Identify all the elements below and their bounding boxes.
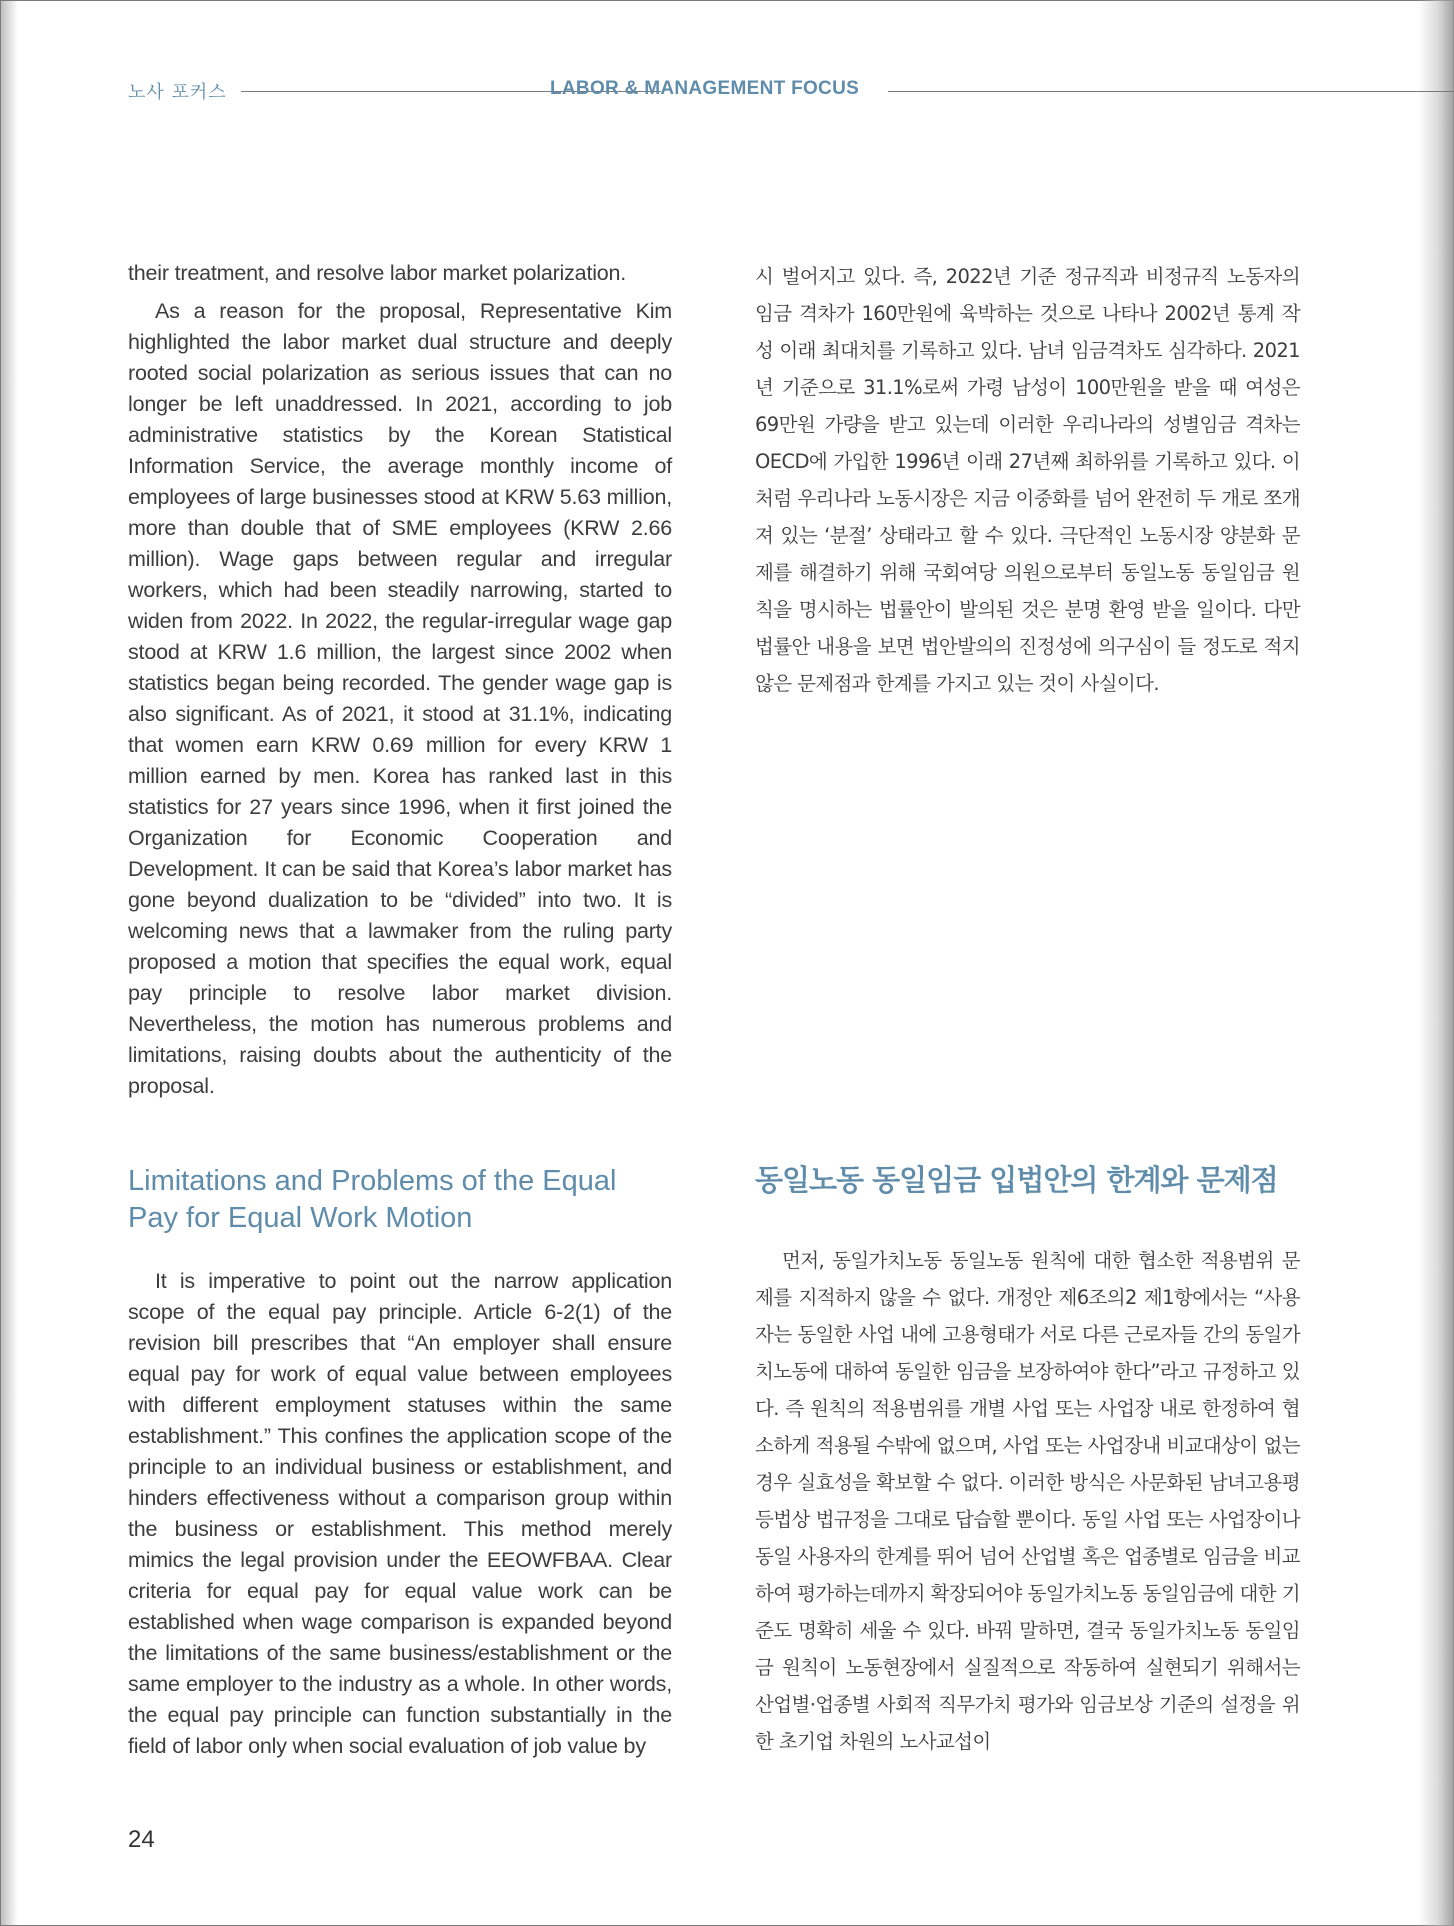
top-right-column <box>755 258 1300 702</box>
paragraph-application-scope-kr: 먼저, 동일가치노동 동일노동 원칙에 대한 협소한 적용범위 문제를 지적하지 않을 수 없다. 개정안 제6조의2 제1항에서는 “사용자는 동일한 사업 내에 고용형태가 서로 다른 근로자들 간의 동일가치노동에 대하여 동일한 임금을 보장하여야 한다”라고 규정하고 있다. 즉 원칙의 적용범위를 개별 사업 또는 사업장 내로 한정하여 협소하게 적용될 수밖에 없으며, 사업 또는 사업장내 비교대상이 없는 경우 실효성을 확보할 수 없다. 이러한 방식은 사문화된 남녀고용평등법상 법규정을 그대로 답습할 뿐이다. 동일 사업 또는 사업장이나 동일 사용자의 한계를 뛰어 넘어 산업별 혹은 업종별로 임금을 비교하여 평가하는데까지 확장되어야 동일가치노동 동일임금에 대한 기준도 명확히 세울 수 있다. 바꿔 말하면, 결국 동일가치노동 동일임금 원칙이 노동현장에서 실질적으로 작동하여 실현되기 위해서는 산업별·업종별 사회적 직무가치 평가와 임금보상 기준의 설정을 위한 초기업 차원의 노사교섭이 <box>755 1249 1300 1753</box>
paragraph-continuation-kr: 시 벌어지고 있다. 즉, 2022년 기준 정규직과 비정규직 노동자의 임금 격차가 160만원에 육박하는 것으로 나타나 2002년 통계 작성 이래 최대치를 기록하고 있다. 남녀 임금격차도 심각하다. 2021년 기준으로 31.1%로써 가령 남성이 100만원을 받을 때 여성은 69만원 가량을 받고 있는데 이러한 우리나라의 성별임금 격차는 OECD에 가입한 1996년 이래 27년째 최하위를 기록하고 있다. 이처럼 우리나라 노동시장은 지금 이중화를 넘어 완전히 두 개로 쪼개져 있는 ‘분절’ 상태라고 할 수 있다. 극단적인 노동시장 양분화 문제를 해결하기 위해 국회여당 의원으로부터 동일노동 동일임금 원칙을 명시하는 법률안이 발의된 것은 분명 환영 받을 일이다. 다만 법률안 내용을 보면 법안발의의 진정성에 의구심이 들 정도로 적지 않은 문제점과 한계를 가지고 있는 것이 사실이다. <box>755 265 1300 695</box>
header-section-kr: 노사 포커스 <box>128 82 227 103</box>
header-section-en: LABOR & MANAGEMENT FOCUS <box>550 78 860 99</box>
page-edge-shadow <box>1418 0 1454 1926</box>
paragraph-continuation-en: their treatment, and resolve labor market polarization. <box>128 261 627 285</box>
section-heading-en: Limitations and Problems of the Equal Pay for Equal Work Motion <box>128 1165 617 1234</box>
bottom-left-column <box>128 1266 672 1762</box>
paragraph-application-scope-en: It is imperative to point out the narrow application scope of the equal pay principle. Article 6-2(1) of the revision bill prescribes that “An employer shall ensure equal pay for work of equal value between employees with different employment statuses within the same establishment.” This confines the application scope of the principle to an individual business or establishment, and hinders effectiveness without a comparison group within the business or establishment. This method merely mimics the legal provision under the EEOWFBAA. Clear criteria for equal pay for equal value work can be established when wage comparison is expanded beyond the limitations of the same business/establishment or the same employer to the industry as a whole. In other words, the equal pay principle can function substantially in the field of labor only when social evaluation of job value by <box>128 1269 672 1758</box>
running-header <box>128 78 1454 104</box>
paragraph-proposal-reason-en: As a reason for the proposal, Representative Kim highlighted the labor market dual structure and deeply rooted social polarization as serious issues that can no longer be left unaddressed. In 2021, according to job administrative statistics by the Korean Statistical Information Service, the average monthly income of employees of large businesses stood at KRW 5.63 million, more than double that of SME employees (KRW 2.66 million). Wage gaps between regular and irregular workers, which had been steadily narrowing, started to widen from 2022. In 2022, the regular-irregular wage gap stood at KRW 1.6 million, the largest since 2002 when statistics began being recorded. The gender wage gap is also significant. As of 2021, it stood at 31.1%, indicating that women earn KRW 0.69 million for every KRW 1 million earned by men. Korea has ranked last in this statistics for 27 years since 1996, when it first joined the Organization for Economic Cooperation and Development. It can be said that Korea’s labor market has gone beyond dualization to be “divided” into two. It is welcoming news that a lawmaker from the ruling party proposed a motion that specifies the equal work, equal pay principle to resolve labor market division. Nevertheless, the motion has numerous problems and limitations, raising doubts about the authenticity of the proposal. <box>128 299 672 1098</box>
page-number: 24 <box>128 1826 155 1853</box>
page-spine-shadow <box>0 0 18 1926</box>
header-rule-right <box>888 91 1454 92</box>
top-left-column <box>128 258 672 1102</box>
bottom-right-column <box>755 1242 1300 1760</box>
section-heading-kr: 동일노동 동일임금 입법안의 한계와 문제점 <box>755 1163 1278 1197</box>
